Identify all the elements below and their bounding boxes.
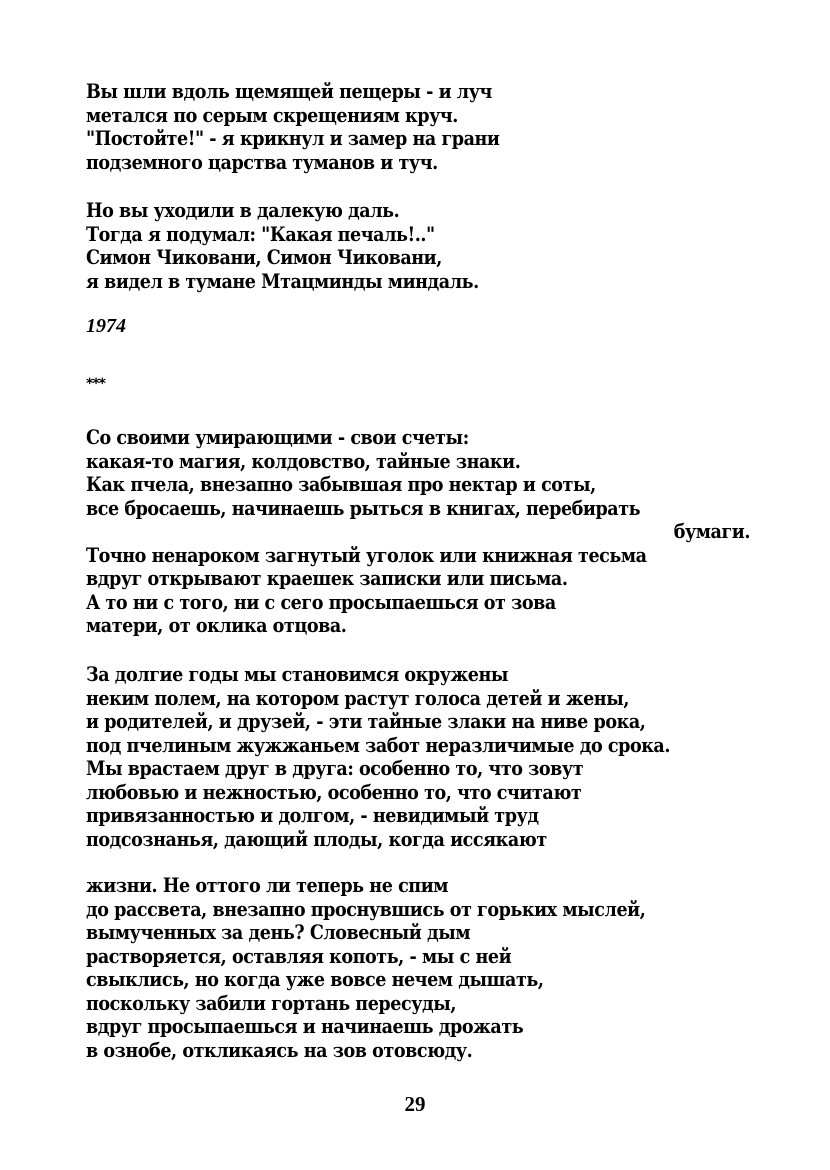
poem-line-continuation: бумаги. bbox=[673, 520, 750, 543]
poem1-stanza1 bbox=[86, 80, 545, 174]
poem-line: какая-то магия, колдовство, тайные знаки. bbox=[86, 449, 521, 473]
poem-line: метался по серым скрещениям круч. bbox=[86, 103, 458, 127]
poem-line: под пчелиным жужжаньем забот неразличимые до срока. bbox=[86, 733, 671, 757]
section-separator: *** bbox=[86, 376, 105, 392]
poem-line: подземного царства туманов и туч. bbox=[86, 150, 438, 174]
poem-line: Симон Чиковани, Симон Чиковани, bbox=[86, 246, 442, 269]
poem-line: А то ни с того, ни с сего просыпаешься от зова bbox=[86, 590, 556, 614]
poem-line: поскольку забили гортань пересуды, bbox=[86, 991, 457, 1015]
poem-line: Но вы уходили в далекую даль. bbox=[86, 199, 400, 222]
poem2-stanza3 bbox=[86, 874, 708, 1062]
poem-line: Мы врастаем друг в друга: особенно то, что зовут bbox=[86, 757, 584, 780]
poem-line: привязанностью и долгом, - невидимый труд bbox=[86, 804, 539, 827]
poem-line: Как пчела, внезапно забывшая про нектар и соты, bbox=[86, 473, 596, 496]
poem2-stanza1 bbox=[86, 426, 750, 638]
poem-line: растворяется, оставляя копоть, - мы с ней bbox=[86, 944, 512, 968]
poem-line: до рассвета, внезапно проснувшись от горьких мыслей, bbox=[86, 897, 646, 921]
poem-line: жизни. Не оттого ли теперь не спим bbox=[86, 874, 449, 897]
poem-line: Точно ненароком загнутый уголок или книжная тесьма bbox=[86, 543, 647, 567]
poem-line: Тогда я подумал: "Какая печаль!.." bbox=[86, 222, 435, 246]
poem-line: свыклись, но когда уже вовсе нечем дышать, bbox=[86, 968, 544, 991]
page-number: 29 bbox=[404, 1092, 426, 1116]
poem-year: 1974 bbox=[86, 315, 126, 337]
poem1-stanza2 bbox=[86, 199, 522, 293]
poem-line: подсознанья, дающий плоды, когда иссякают bbox=[86, 827, 547, 851]
poem-line: матери, от оклика отцова. bbox=[86, 614, 347, 637]
poem-line: вдруг открывают краешек записки или письма. bbox=[86, 567, 568, 590]
poem-line: За долгие годы мы становимся окружены bbox=[86, 663, 509, 686]
poem2-stanza2 bbox=[86, 663, 735, 851]
poem-line: я видел в тумане Мтацминды миндаль. bbox=[86, 269, 479, 293]
poem-line: все бросаешь, начинаешь рыться в книгах, перебирать bbox=[86, 496, 641, 520]
poem-line: в ознобе, откликаясь на зов отовсюду. bbox=[86, 1038, 473, 1062]
poem-line: неким полем, на котором растут голоса детей и жены, bbox=[86, 686, 630, 710]
poem-line: вымученных за день? Словесный дым bbox=[86, 921, 471, 944]
poem-line: и родителей, и друзей, - эти тайные злаки на ниве рока, bbox=[86, 710, 646, 733]
poem-line: Вы шли вдоль щемящей пещеры - и луч bbox=[86, 80, 492, 103]
poem-line: "Постойте!" - я крикнул и замер на грани bbox=[86, 127, 500, 150]
poem-line: вдруг просыпаешься и начинаешь дрожать bbox=[86, 1015, 524, 1038]
poem-line: любовью и нежностью, особенно то, что считают bbox=[86, 780, 582, 804]
poem-line: Со своими умирающими - свои счеты: bbox=[86, 426, 469, 449]
